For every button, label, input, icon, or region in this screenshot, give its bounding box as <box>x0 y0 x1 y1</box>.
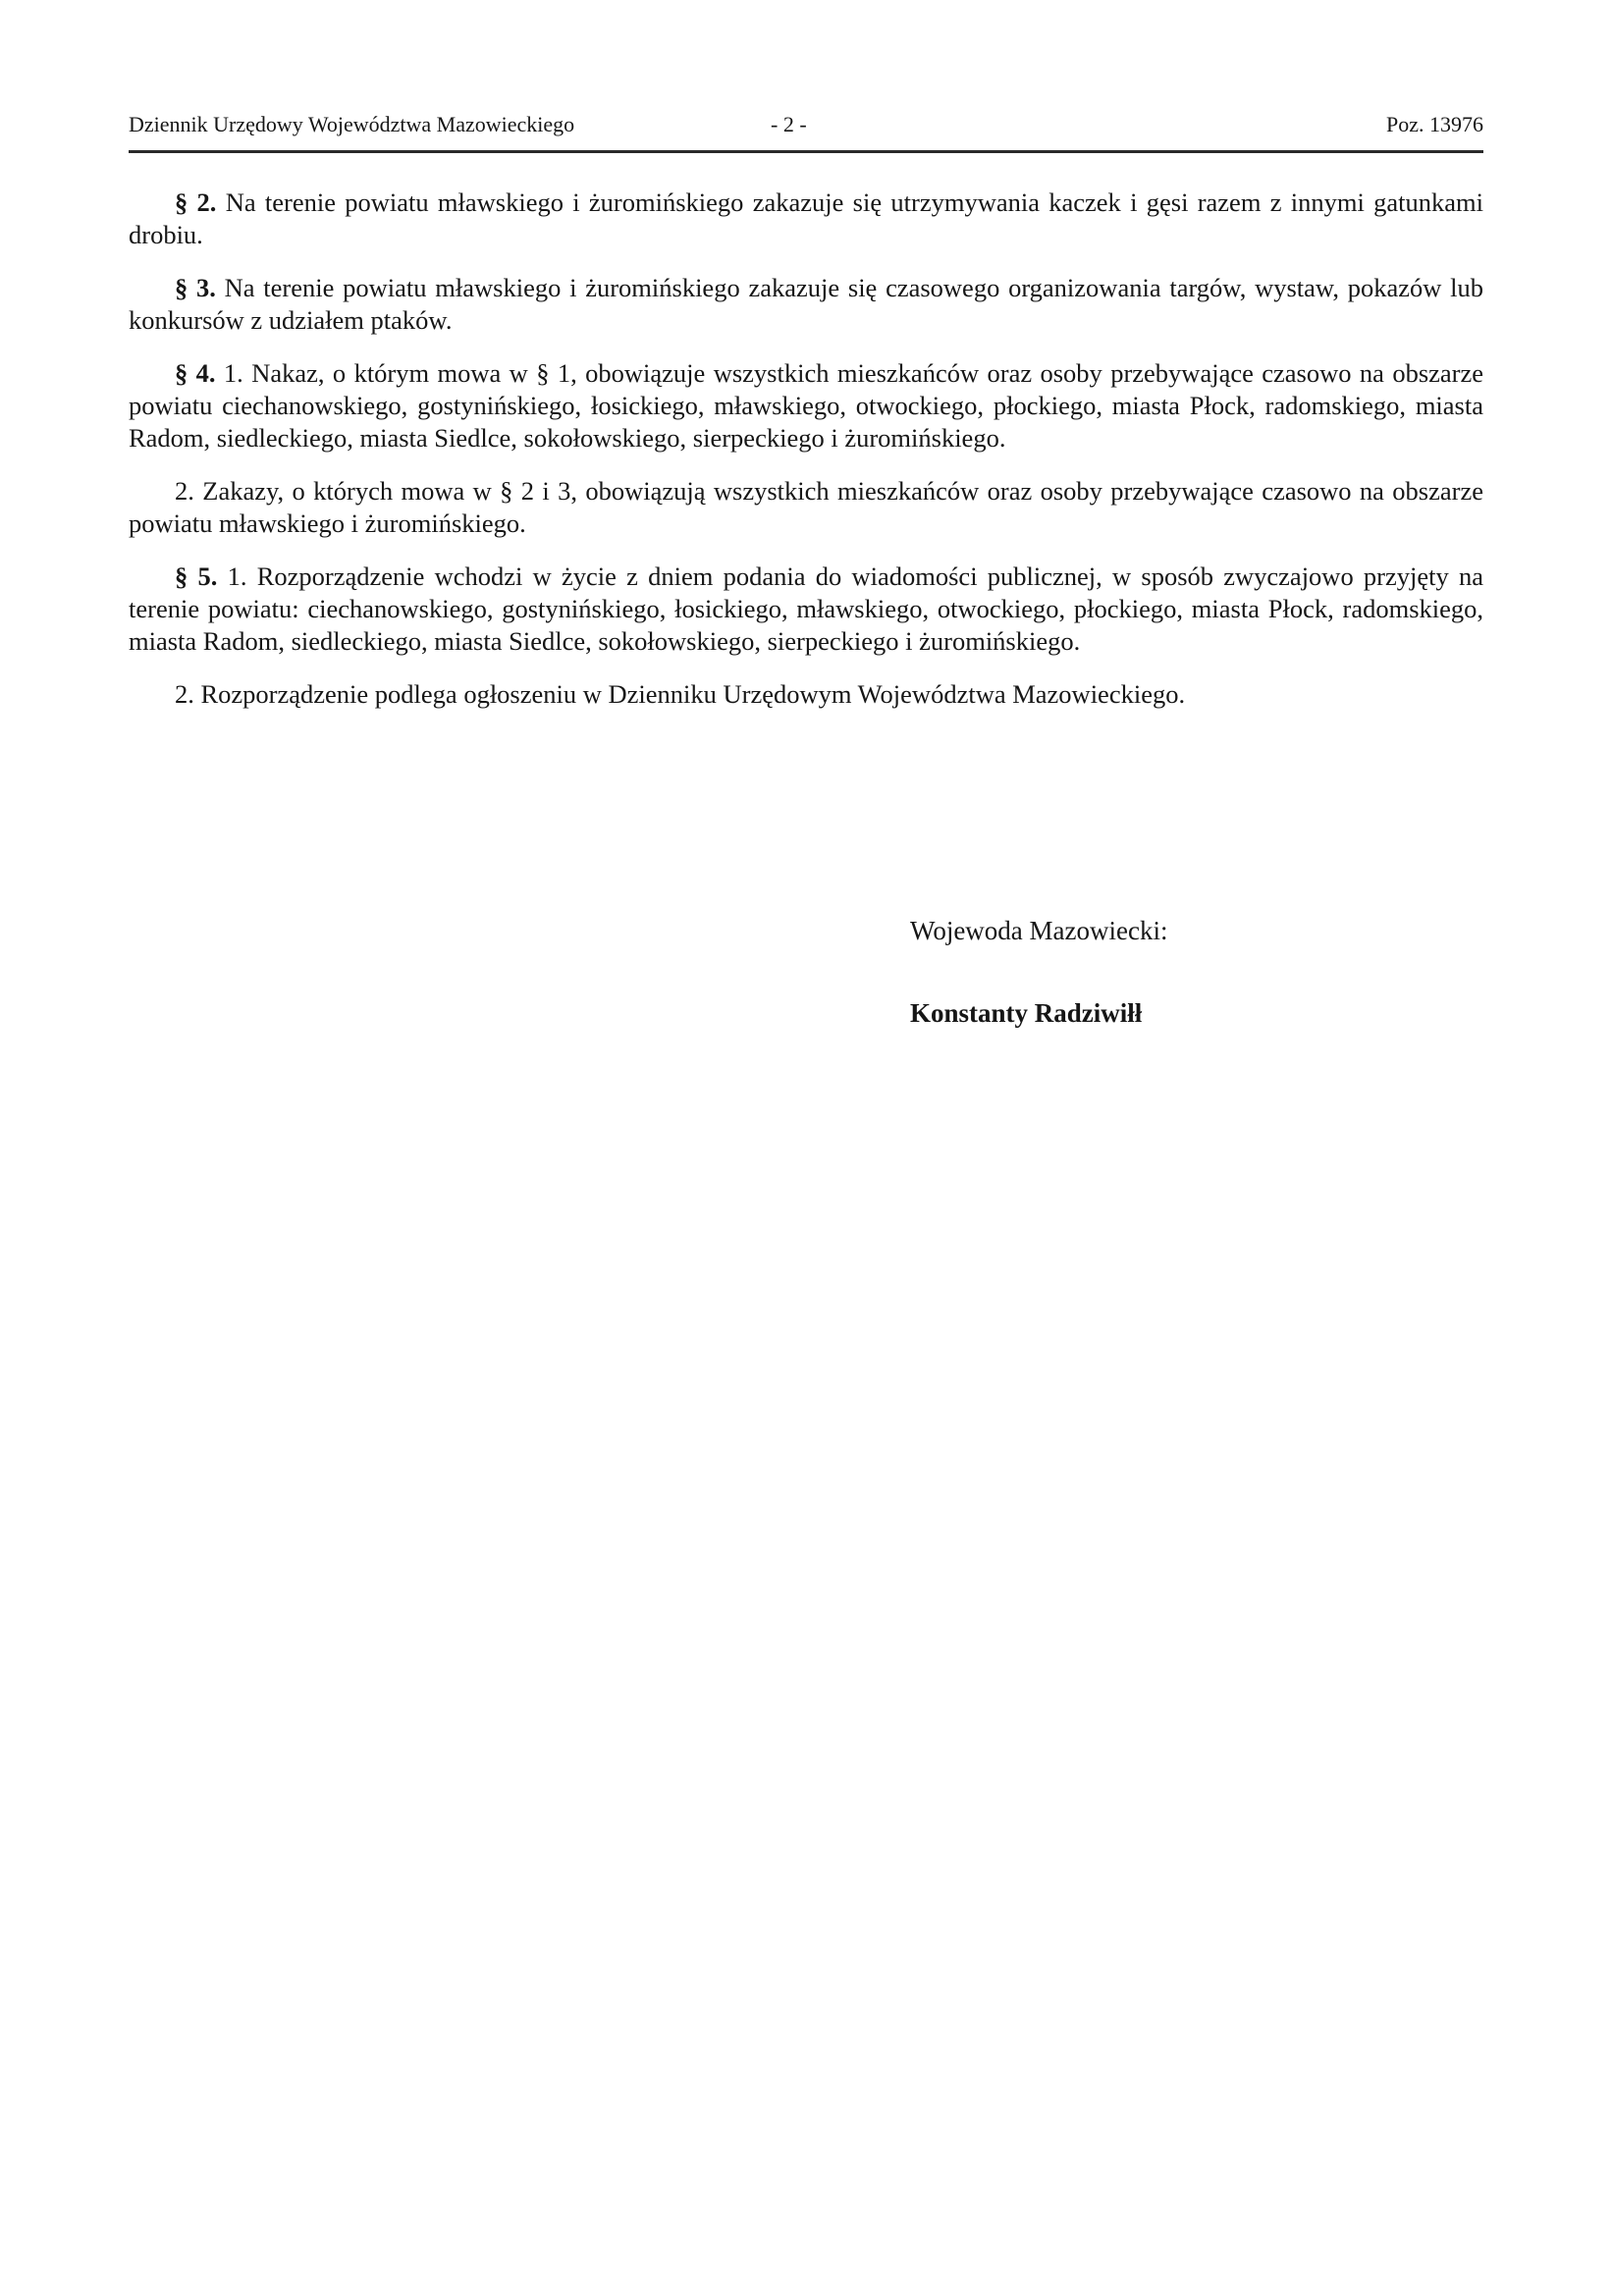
paragraph-text: Na terenie powiatu mławskiego i żuromińskiego zakazuje się czasowego organizowania targów, wystaw, pokazów lub konkursów z udziałem ptaków. <box>129 273 1483 335</box>
page-header <box>129 110 1483 149</box>
header-rule <box>129 150 1483 153</box>
position-number: Poz. 13976 <box>1386 112 1483 136</box>
paragraph-marker: § 4. <box>175 358 216 388</box>
paragraph-text: 2. Zakazy, o których mowa w § 2 i 3, obowiązują wszystkich mieszkańców oraz osoby przebywające czasowo na obszarze powiatu mławskiego i żuromińskiego. <box>129 476 1483 538</box>
signatory-title: Wojewoda Mazowiecki: <box>910 916 1168 945</box>
paragraph-4-1 <box>129 357 1483 454</box>
signature-block <box>910 914 1460 1030</box>
paragraph-text: 2. Rozporządzenie podlega ogłoszeniu w Dzienniku Urzędowym Województwa Mazowieckiego. <box>175 679 1186 709</box>
paragraph-marker: § 5. <box>175 561 218 591</box>
paragraph-marker: § 3. <box>175 273 216 302</box>
paragraph-3 <box>129 272 1483 337</box>
journal-title: Dziennik Urzędowy Województwa Mazowieckiego <box>129 112 575 136</box>
paragraph-2 <box>129 187 1483 251</box>
paragraph-marker: § 2. <box>175 187 217 217</box>
paragraph-4-2 <box>129 475 1483 540</box>
paragraph-text: Na terenie powiatu mławskiego i żuromińskiego zakazuje się utrzymywania kaczek i gęsi razem z innymi gatunkami drobiu. <box>129 187 1484 249</box>
paragraph-text: 1. Rozporządzenie wchodzi w życie z dniem podania do wiadomości publicznej, w sposób zwyczajowo przyjęty na terenie powiatu: ciechanowskiego, gostynińskiego, łosickiego, mławskiego, otwockiego, płockiego, miasta Płock, radomskiego, miasta Radom, siedleckiego, miasta Siedlce, sokołowskiego, sierpeckiego i żuromińskiego. <box>129 561 1484 656</box>
signatory-name: Konstanty Radziwiłł <box>910 998 1143 1028</box>
paragraph-5-1 <box>129 561 1483 658</box>
document-body <box>129 187 1483 731</box>
paragraph-5-2 <box>129 678 1483 711</box>
page-number: - 2 - <box>771 112 807 136</box>
paragraph-text: 1. Nakaz, o którym mowa w § 1, obowiązuje wszystkich mieszkańców oraz osoby przebywające czasowo na obszarze powiatu ciechanowskiego, gostynińskiego, łosickiego, mławskiego, otwockiego, płockiego, miasta Płock, radomskiego, miasta Radom, siedleckiego, miasta Siedlce, sokołowskiego, sierpeckiego i żuromińskiego. <box>129 358 1484 453</box>
